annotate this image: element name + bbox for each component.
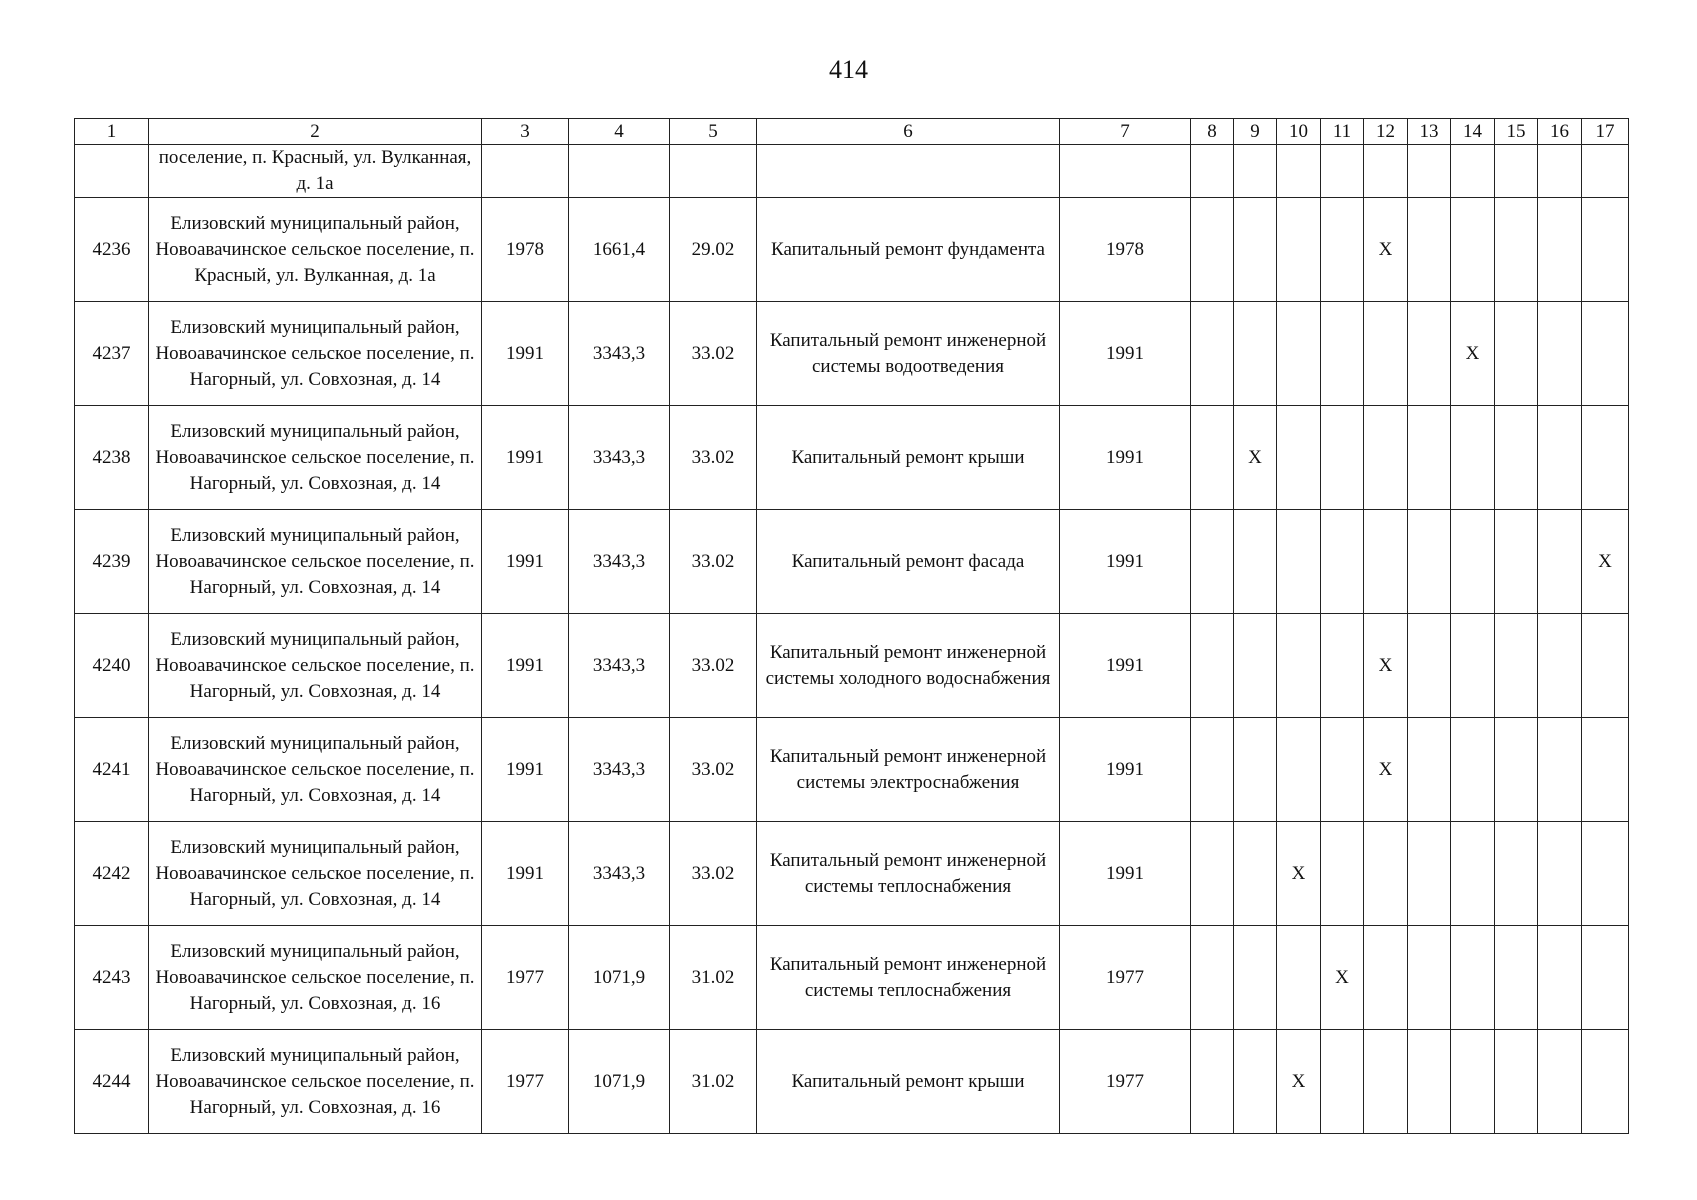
cell-area: 3343,3 [569,406,670,510]
cell-empty [1277,406,1321,510]
cell-num: 4236 [75,198,149,302]
cell-empty [1321,822,1364,926]
cell-address: Елизовский муниципальный район, Новоавачинское сельское поселение, п. Нагорный, ул. Совхозная, д. 14 [149,718,482,822]
cell-work: Капитальный ремонт фундамента [757,198,1060,302]
repair-register-table [74,118,1629,1134]
cell-empty [1495,718,1538,822]
cell-empty [1321,302,1364,406]
cell-empty [1321,1030,1364,1134]
column-header-4: 4 [569,119,670,145]
cell-empty [1451,1030,1495,1134]
cell-empty [1538,198,1582,302]
cell-address: поселение, п. Красный, ул. Вулканная, д. 1а [149,145,482,198]
cell-empty [1277,510,1321,614]
cell-empty [1191,718,1234,822]
cell-work: Капитальный ремонт инженерной системы теплоснабжения [757,822,1060,926]
cell-empty [1495,1030,1538,1134]
cell-year2: 1977 [1060,1030,1191,1134]
cell-year2: 1991 [1060,614,1191,718]
cell-empty [1321,406,1364,510]
cell-empty [1538,614,1582,718]
column-header-8: 8 [1191,119,1234,145]
cell-empty [1582,198,1629,302]
column-number-row [75,119,1629,145]
cell-empty [1321,718,1364,822]
cell-empty [1191,302,1234,406]
table-row [75,1030,1629,1134]
cell-work: Капитальный ремонт крыши [757,406,1060,510]
cell-empty [757,145,1060,198]
cell-empty [1234,302,1277,406]
column-header-5: 5 [670,119,757,145]
table-header [75,119,1629,145]
cell-address: Елизовский муниципальный район, Новоавачинское сельское поселение, п. Нагорный, ул. Совхозная, д. 16 [149,1030,482,1134]
cell-empty [1538,406,1582,510]
cell-empty [1451,822,1495,926]
cell-empty [1321,510,1364,614]
cell-empty [1277,302,1321,406]
cell-year: 1991 [482,510,569,614]
cell-empty [1191,614,1234,718]
cell-area: 3343,3 [569,614,670,718]
cell-empty [1451,926,1495,1030]
column-header-10: 10 [1277,119,1321,145]
cell-area: 3343,3 [569,302,670,406]
cell-empty [1582,614,1629,718]
cell-empty [1451,718,1495,822]
cell-empty [1495,510,1538,614]
cell-year: 1991 [482,406,569,510]
work-mark-x: X [1277,1030,1321,1134]
cell-address: Елизовский муниципальный район, Новоавачинское сельское поселение, п. Нагорный, ул. Совхозная, д. 14 [149,510,482,614]
column-header-15: 15 [1495,119,1538,145]
cell-num: 4243 [75,926,149,1030]
column-header-17: 17 [1582,119,1629,145]
cell-empty [1582,1030,1629,1134]
cell-empty [1408,302,1451,406]
cell-empty [1582,302,1629,406]
cell-empty [1538,926,1582,1030]
cell-code: 29.02 [670,198,757,302]
cell-num: 4244 [75,1030,149,1134]
cell-empty [1408,1030,1451,1134]
cell-empty [1277,198,1321,302]
cell-code: 31.02 [670,926,757,1030]
cell-empty [1321,145,1364,198]
cell-empty [1191,1030,1234,1134]
cell-area: 1071,9 [569,926,670,1030]
cell-empty [1277,926,1321,1030]
cell-empty [569,145,670,198]
cell-empty [1234,614,1277,718]
cell-num: 4240 [75,614,149,718]
cell-num: 4239 [75,510,149,614]
cell-area: 3343,3 [569,718,670,822]
cell-empty [1191,822,1234,926]
cell-empty [1234,1030,1277,1134]
cell-empty [1321,614,1364,718]
cell-empty [1408,926,1451,1030]
column-header-7: 7 [1060,119,1191,145]
cell-num: 4242 [75,822,149,926]
continuation-row [75,145,1629,198]
column-header-3: 3 [482,119,569,145]
cell-year: 1977 [482,926,569,1030]
cell-empty [1364,926,1408,1030]
column-header-9: 9 [1234,119,1277,145]
cell-empty [1277,145,1321,198]
cell-empty [1234,198,1277,302]
cell-year2: 1978 [1060,198,1191,302]
cell-empty [1451,510,1495,614]
cell-empty [1234,510,1277,614]
cell-empty [1495,406,1538,510]
cell-empty [1234,145,1277,198]
table-row [75,510,1629,614]
cell-empty [1582,406,1629,510]
cell-year2: 1991 [1060,406,1191,510]
table-row [75,614,1629,718]
cell-year2: 1991 [1060,822,1191,926]
work-mark-x: X [1321,926,1364,1030]
cell-empty [1408,510,1451,614]
cell-year2: 1991 [1060,718,1191,822]
cell-address: Елизовский муниципальный район, Новоавачинское сельское поселение, п. Нагорный, ул. Совхозная, д. 14 [149,406,482,510]
cell-empty [1495,145,1538,198]
cell-empty [1495,302,1538,406]
work-mark-x: X [1582,510,1629,614]
cell-year: 1978 [482,198,569,302]
cell-year: 1991 [482,822,569,926]
cell-empty [1582,926,1629,1030]
cell-address: Елизовский муниципальный район, Новоавачинское сельское поселение, п. Нагорный, ул. Совхозная, д. 14 [149,302,482,406]
cell-empty [1408,718,1451,822]
work-mark-x: X [1234,406,1277,510]
cell-empty [1408,406,1451,510]
cell-empty [1234,926,1277,1030]
column-header-6: 6 [757,119,1060,145]
cell-area: 3343,3 [569,510,670,614]
cell-empty [1538,145,1582,198]
cell-empty [1191,926,1234,1030]
cell-work: Капитальный ремонт инженерной системы теплоснабжения [757,926,1060,1030]
cell-empty [1364,510,1408,614]
page-number: 414 [829,55,868,84]
column-header-1: 1 [75,119,149,145]
cell-code: 31.02 [670,1030,757,1134]
cell-empty [1234,718,1277,822]
cell-empty [1408,145,1451,198]
table-row [75,926,1629,1030]
cell-num: 4238 [75,406,149,510]
cell-year: 1977 [482,1030,569,1134]
cell-empty [1451,406,1495,510]
cell-work: Капитальный ремонт инженерной системы холодного водоснабжения [757,614,1060,718]
cell-empty [1364,1030,1408,1134]
cell-empty [1364,302,1408,406]
cell-empty [1495,614,1538,718]
table-row [75,302,1629,406]
cell-year: 1991 [482,614,569,718]
cell-num: 4237 [75,302,149,406]
cell-code: 33.02 [670,406,757,510]
cell-num [75,145,149,198]
cell-year2: 1977 [1060,926,1191,1030]
cell-empty [1538,822,1582,926]
cell-empty [1191,406,1234,510]
table-row [75,822,1629,926]
cell-area: 1071,9 [569,1030,670,1134]
cell-year: 1991 [482,302,569,406]
table-row [75,406,1629,510]
cell-work: Капитальный ремонт фасада [757,510,1060,614]
column-header-16: 16 [1538,119,1582,145]
cell-empty [482,145,569,198]
cell-empty [1234,822,1277,926]
cell-work: Капитальный ремонт инженерной системы электроснабжения [757,718,1060,822]
cell-address: Елизовский муниципальный район, Новоавачинское сельское поселение, п. Нагорный, ул. Совхозная, д. 14 [149,822,482,926]
cell-code: 33.02 [670,510,757,614]
cell-empty [1495,926,1538,1030]
cell-code: 33.02 [670,302,757,406]
work-mark-x: X [1451,302,1495,406]
cell-empty [1364,145,1408,198]
column-header-11: 11 [1321,119,1364,145]
cell-empty [1451,614,1495,718]
column-header-14: 14 [1451,119,1495,145]
work-mark-x: X [1277,822,1321,926]
cell-empty [1408,198,1451,302]
cell-empty [1495,822,1538,926]
cell-empty [1191,198,1234,302]
cell-empty [1364,822,1408,926]
cell-empty [1277,718,1321,822]
cell-empty [1364,406,1408,510]
cell-code: 33.02 [670,614,757,718]
cell-code: 33.02 [670,718,757,822]
column-header-13: 13 [1408,119,1451,145]
table-row [75,198,1629,302]
cell-empty [1408,822,1451,926]
cell-area: 3343,3 [569,822,670,926]
column-header-12: 12 [1364,119,1408,145]
cell-address: Елизовский муниципальный район, Новоавачинское сельское поселение, п. Красный, ул. Вулканная, д. 1а [149,198,482,302]
cell-empty [1060,145,1191,198]
cell-empty [1538,302,1582,406]
cell-empty [1191,510,1234,614]
cell-empty [1277,614,1321,718]
cell-empty [1321,198,1364,302]
cell-empty [1538,1030,1582,1134]
cell-empty [1451,198,1495,302]
cell-empty [1582,822,1629,926]
table-row [75,718,1629,822]
work-mark-x: X [1364,718,1408,822]
cell-address: Елизовский муниципальный район, Новоавачинское сельское поселение, п. Нагорный, ул. Совхозная, д. 16 [149,926,482,1030]
cell-area: 1661,4 [569,198,670,302]
cell-empty [1538,510,1582,614]
work-mark-x: X [1364,198,1408,302]
cell-empty [1538,718,1582,822]
cell-address: Елизовский муниципальный район, Новоавачинское сельское поселение, п. Нагорный, ул. Совхозная, д. 14 [149,614,482,718]
cell-empty [1582,145,1629,198]
cell-empty [1191,145,1234,198]
cell-work: Капитальный ремонт инженерной системы водоотведения [757,302,1060,406]
cell-empty [1451,145,1495,198]
cell-empty [1495,198,1538,302]
work-mark-x: X [1364,614,1408,718]
table-body [75,145,1629,1134]
cell-empty [670,145,757,198]
cell-code: 33.02 [670,822,757,926]
cell-year2: 1991 [1060,510,1191,614]
column-header-2: 2 [149,119,482,145]
cell-work: Капитальный ремонт крыши [757,1030,1060,1134]
cell-num: 4241 [75,718,149,822]
cell-year2: 1991 [1060,302,1191,406]
cell-empty [1582,718,1629,822]
cell-empty [1408,614,1451,718]
cell-year: 1991 [482,718,569,822]
